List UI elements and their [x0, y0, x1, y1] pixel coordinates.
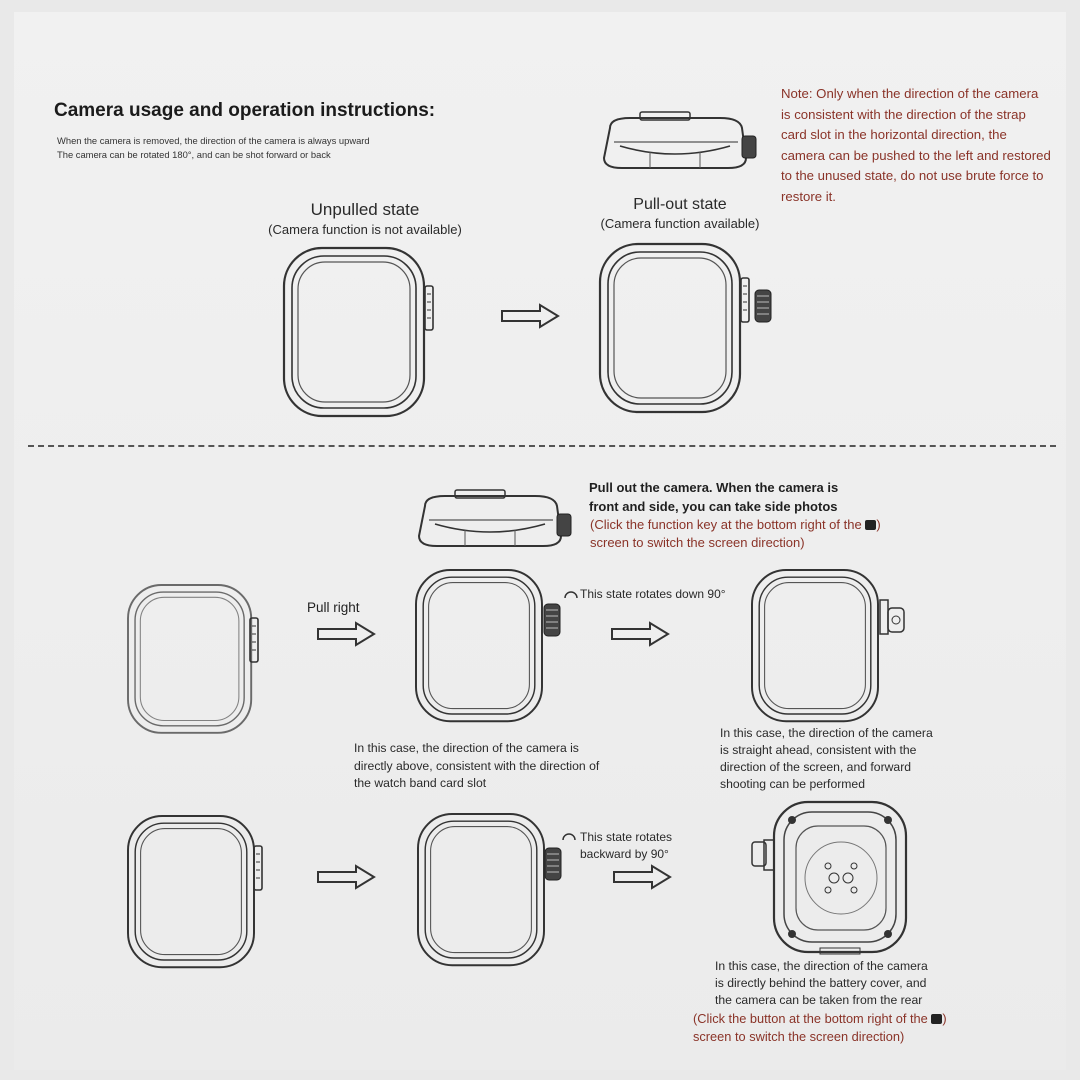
watch-pullout-icon	[600, 244, 740, 412]
intro-line-2: The camera can be rotated 180°, and can be shot forward or back	[57, 149, 331, 160]
unpulled-title: Unpulled state	[310, 200, 420, 219]
case-rear-line-1: In this case, the direction of the camera	[715, 959, 928, 973]
case-above-line-3: the watch band card slot	[354, 776, 487, 790]
side-view-top-icon	[604, 112, 756, 168]
rotate-back-label	[580, 829, 672, 863]
section-divider	[28, 445, 1056, 447]
rotate-down-label: This state rotates down 90°	[580, 587, 726, 601]
rotate-back-icon	[563, 834, 575, 840]
arrow-bottom-1-icon	[318, 866, 374, 888]
pull-out-instruction	[589, 478, 838, 516]
case-rear-text	[715, 958, 928, 1009]
case-ahead-text	[720, 725, 933, 793]
pull-title-line-2: front and side, you can take side photos	[589, 499, 838, 514]
camera-knob-top-icon	[755, 290, 771, 322]
rotate-down-icon	[565, 592, 577, 598]
camera-knob-mid-2-icon	[544, 604, 560, 636]
case-above-line-1: In this case, the direction of the camera is	[354, 741, 579, 755]
case-ahead-line-1: In this case, the direction of the camera	[720, 726, 933, 740]
case-above-text	[354, 740, 599, 793]
arrow-mid-1-icon	[318, 623, 374, 645]
rear-hint-line-1: (Click the button at the bottom right of the )	[693, 1011, 947, 1026]
watch-mid-3-icon	[752, 570, 878, 721]
rear-hint-line-2: screen to switch the screen direction)	[693, 1028, 905, 1044]
arrow-bottom-2-icon	[614, 866, 670, 888]
case-rear-line-3: the camera can be taken from the rear	[715, 993, 923, 1007]
camera-lens-front-icon	[892, 616, 900, 624]
button-key-icon	[931, 1014, 942, 1024]
crown-unpulled-icon	[425, 286, 433, 330]
crown-pullout-icon	[741, 278, 749, 322]
arrow-top-icon	[502, 305, 558, 327]
case-ahead-line-2: is straight ahead, consistent with the	[720, 743, 917, 757]
case-above-line-2: directly above, consistent with the direction of	[354, 758, 600, 773]
pull-right-label: Pull right	[307, 600, 360, 615]
rotate-back-line-1: This state rotates	[580, 830, 673, 844]
rear-hint	[693, 1010, 947, 1045]
arrow-mid-2-icon	[612, 623, 668, 645]
watch-bottom-2-icon	[418, 814, 544, 965]
camera-front-icon	[888, 608, 904, 632]
watch-bottom-1-icon	[128, 816, 254, 967]
case-rear-line-2: is directly behind the battery cover, and	[715, 976, 927, 990]
camera-knob-bottom-2-icon	[545, 848, 561, 880]
pullout-title: Pull-out state	[633, 196, 727, 213]
unpulled-sub: (Camera function is not available)	[268, 222, 462, 237]
page-title: Camera usage and operation instructions:	[54, 100, 436, 121]
case-ahead-line-4: shooting can be performed	[720, 777, 865, 791]
pullout-sub: (Camera function available)	[600, 216, 760, 231]
case-ahead-line-3: direction of the screen, and forward	[720, 760, 912, 774]
pull-hint-line-1: (Click the function key at the bottom right of the )	[590, 517, 881, 532]
side-view-middle-icon	[419, 490, 571, 546]
intro-line-1: When the camera is removed, the direction of the camera is always upward	[57, 135, 370, 146]
watch-mid-2-icon	[416, 570, 542, 721]
crown-bottom-1-icon	[254, 846, 262, 890]
pull-hint-line-2: screen to switch the screen direction)	[590, 535, 805, 550]
pull-out-hint	[590, 516, 881, 552]
function-key-icon	[865, 520, 876, 530]
crown-mid-3-icon	[880, 600, 888, 634]
pull-title-line-1: Pull out the camera. When the camera is	[589, 480, 839, 495]
watch-mid-1-icon	[128, 585, 251, 733]
rotate-back-line-2: backward by 90°	[580, 847, 669, 861]
watch-unpulled-icon	[284, 248, 424, 416]
watch-rear-view-icon	[752, 802, 906, 954]
note-text: Note: Only when the direction of the camera is consistent with the direction of the strap card slot in the horizontal direction, the camera can be pushed to the left and restored to the unused state, do not use brute force to restore it.	[781, 86, 1051, 204]
